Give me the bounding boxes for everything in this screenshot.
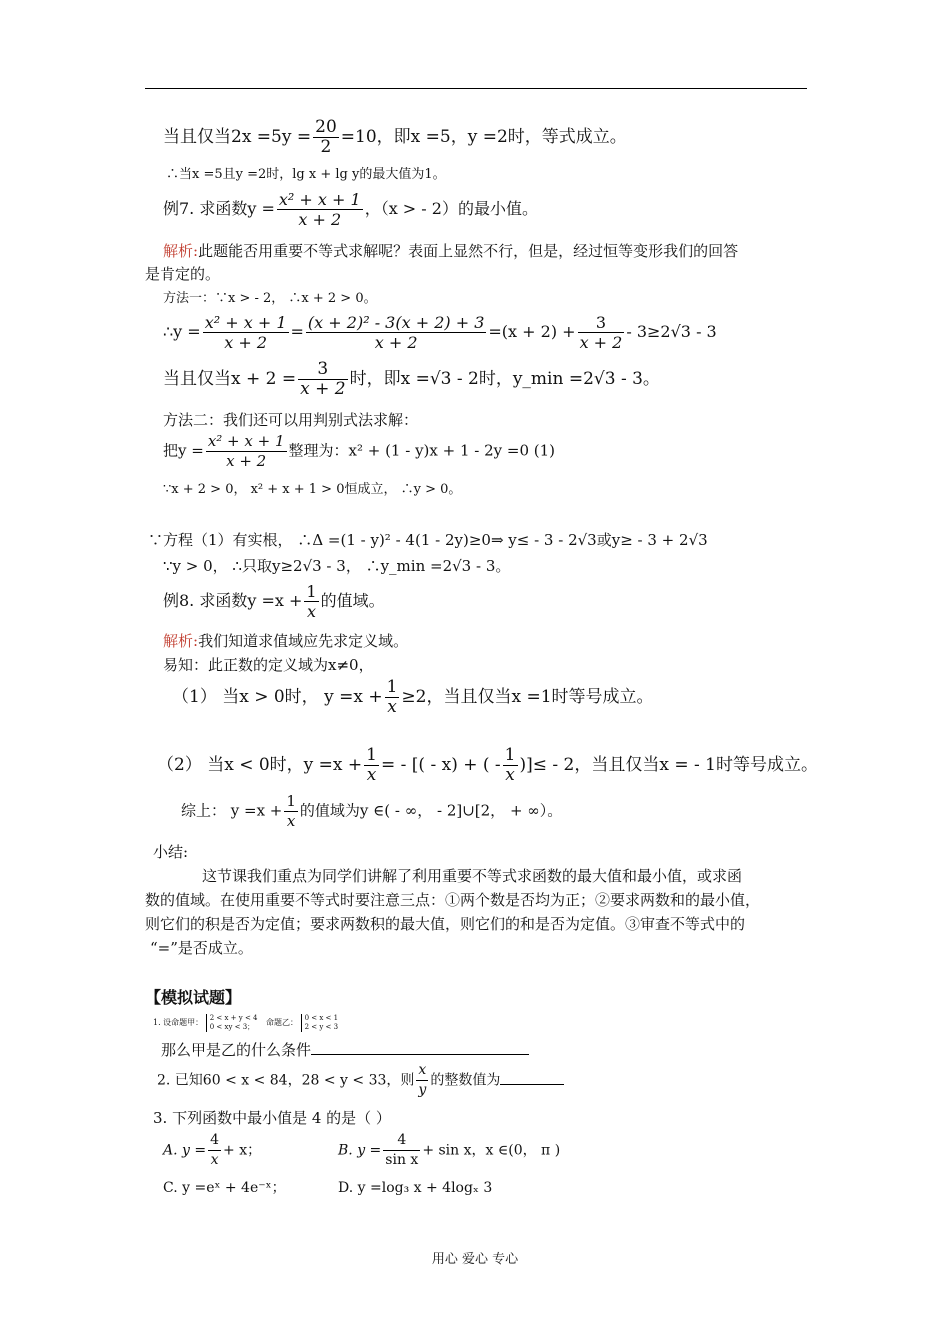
method-2-rearrange: 把y = $\frac{\text{x² + x + 1}}{x + 2}$ 整理为：x² + (1 - y)x + 1 - 2y =0 (1) bbox=[163, 432, 556, 470]
example-7: 例7. 求函数y = $\frac{\text{x² + x + 1}}{x + 2}$ ，（x > - 2）的最小值。 bbox=[163, 190, 538, 229]
summary-line-1: 这节课我们重点为同学们讲解了利用重要不等式求函数的最大值和最小值，或求函 bbox=[202, 867, 743, 885]
question-2: 2. 已知60 < x < 84，28 < y < 33，则 $\frac{x}{y}$ 的整数值为 bbox=[157, 1061, 564, 1100]
answer-blank[interactable] bbox=[311, 1040, 529, 1055]
option-b[interactable]: B. y = $\frac{4}{\text{sin x}}$ + sin x，x ∈(0， π ) bbox=[338, 1132, 561, 1168]
ymin-line: ∵y > 0， ∴只取y≥2√3 - 3， ∴y_min =2√3 - 3。 bbox=[163, 557, 511, 575]
header-rule bbox=[145, 88, 807, 89]
question-3: 3. 下列函数中最小值是 4 的是（ ） bbox=[153, 1109, 391, 1127]
max-value-line: ∴当x =5且y =2时，lg x + lg y的最大值为1。 bbox=[166, 167, 446, 182]
analysis-7-cont: 是肯定的。 bbox=[145, 265, 221, 283]
discriminant-line: ∵方程（1）有实根， ∴Δ =(1 - y)² - 4(1 - 2y)≥0⇒ y≤ - 3 - 2√3或y≥ - 3 + 2√3 bbox=[148, 531, 708, 549]
method-2-head: 方法二：我们还可以用判别式法求解： bbox=[163, 411, 419, 429]
domain-line: 易知：此正数的定义域为x≠0， bbox=[163, 656, 374, 674]
option-a[interactable]: A. y = $\frac{4}{x}$ + x； bbox=[163, 1132, 262, 1168]
equality-line: 当且仅当2x =5y = $\frac{20}{2}$ =10，即x =5，y =2时，等式成立。 bbox=[163, 117, 627, 157]
range-summary: 综上： y =x + $\frac{1}{x}$ 的值域为y ∈( - ∞， - 2]∪[2， + ∞）。 bbox=[181, 792, 563, 830]
footer: 用心 爱心 专心 bbox=[431, 1252, 519, 1267]
method-1-derivation: ∴y = $\frac{\text{x² + x + 1}}{x + 2}$ = $\frac{\text{(x + 2)² - 3(x + 2) + 3}}{x + 2}$ =(x + 2) + $\frac{3}{x + 2}$ - 3≥2√3 - 3 bbox=[163, 313, 717, 352]
summary-line-3: 则它们的积是否为定值；要求两数积的最大值，则它们的和是否为定值。③审查不等式中的 bbox=[145, 915, 746, 933]
analysis-7: 解析:此题能否用重要不等式求解呢？表面上显然不行，但是，经过恒等变形我们的回答 bbox=[163, 242, 739, 260]
analysis-label: 解析: bbox=[163, 242, 199, 260]
summary-label: 小结: bbox=[153, 843, 189, 861]
method-2-condition: ∵x + 2 > 0， x² + x + 1 > 0恒成立， ∴y > 0。 bbox=[163, 482, 462, 497]
fraction: $\frac{20}{2}$ bbox=[315, 117, 337, 157]
analysis-8: 解析:我们知道求值域应先求定义域。 bbox=[163, 632, 409, 650]
analysis-label: 解析: bbox=[163, 632, 199, 650]
summary-line-2: 数的值域。在使用重要不等式时要注意三点：①两个数是否均为正；②要求两数和的最小值， bbox=[145, 891, 761, 909]
question-1-ask: 那么甲是乙的什么条件 bbox=[161, 1040, 529, 1060]
example-8: 例8. 求函数y =x + $\frac{1}{x}$ 的值域。 bbox=[163, 582, 385, 621]
question-1: 1. 设命题甲： 2 < x + y < 4 0 < xy < 3； 命题乙： 0 < x < 1 2 < y < 3 bbox=[153, 1014, 339, 1031]
answer-blank[interactable] bbox=[500, 1070, 564, 1085]
equality-condition: 当且仅当x + 2 = $\frac{3}{x + 2}$ 时，即x =√3 - 2时，y_min =2√3 - 3。 bbox=[163, 359, 660, 399]
summary-line-4: “=”是否成立。 bbox=[150, 939, 253, 957]
option-d[interactable]: D. y =log₃ x + 4logₓ 3 bbox=[338, 1180, 493, 1196]
case-2: （2） 当x < 0时，y =x + $\frac{1}{x}$ = - [( - x) + ( - $\frac{1}{x}$ )]≤ - 2，当且仅当x = - 1时等号成立。 bbox=[157, 745, 818, 785]
case-1: （1） 当x > 0时， y =x + $\frac{1}{x}$ ≥2，当且仅当x =1时等号成立。 bbox=[172, 677, 654, 717]
method-1-head: 方法一：∵x > - 2， ∴x + 2 > 0。 bbox=[163, 291, 377, 306]
section-title: 【模拟试题】 bbox=[145, 988, 242, 1007]
option-c[interactable]: C. y =eˣ + 4e⁻ˣ； bbox=[163, 1180, 286, 1196]
